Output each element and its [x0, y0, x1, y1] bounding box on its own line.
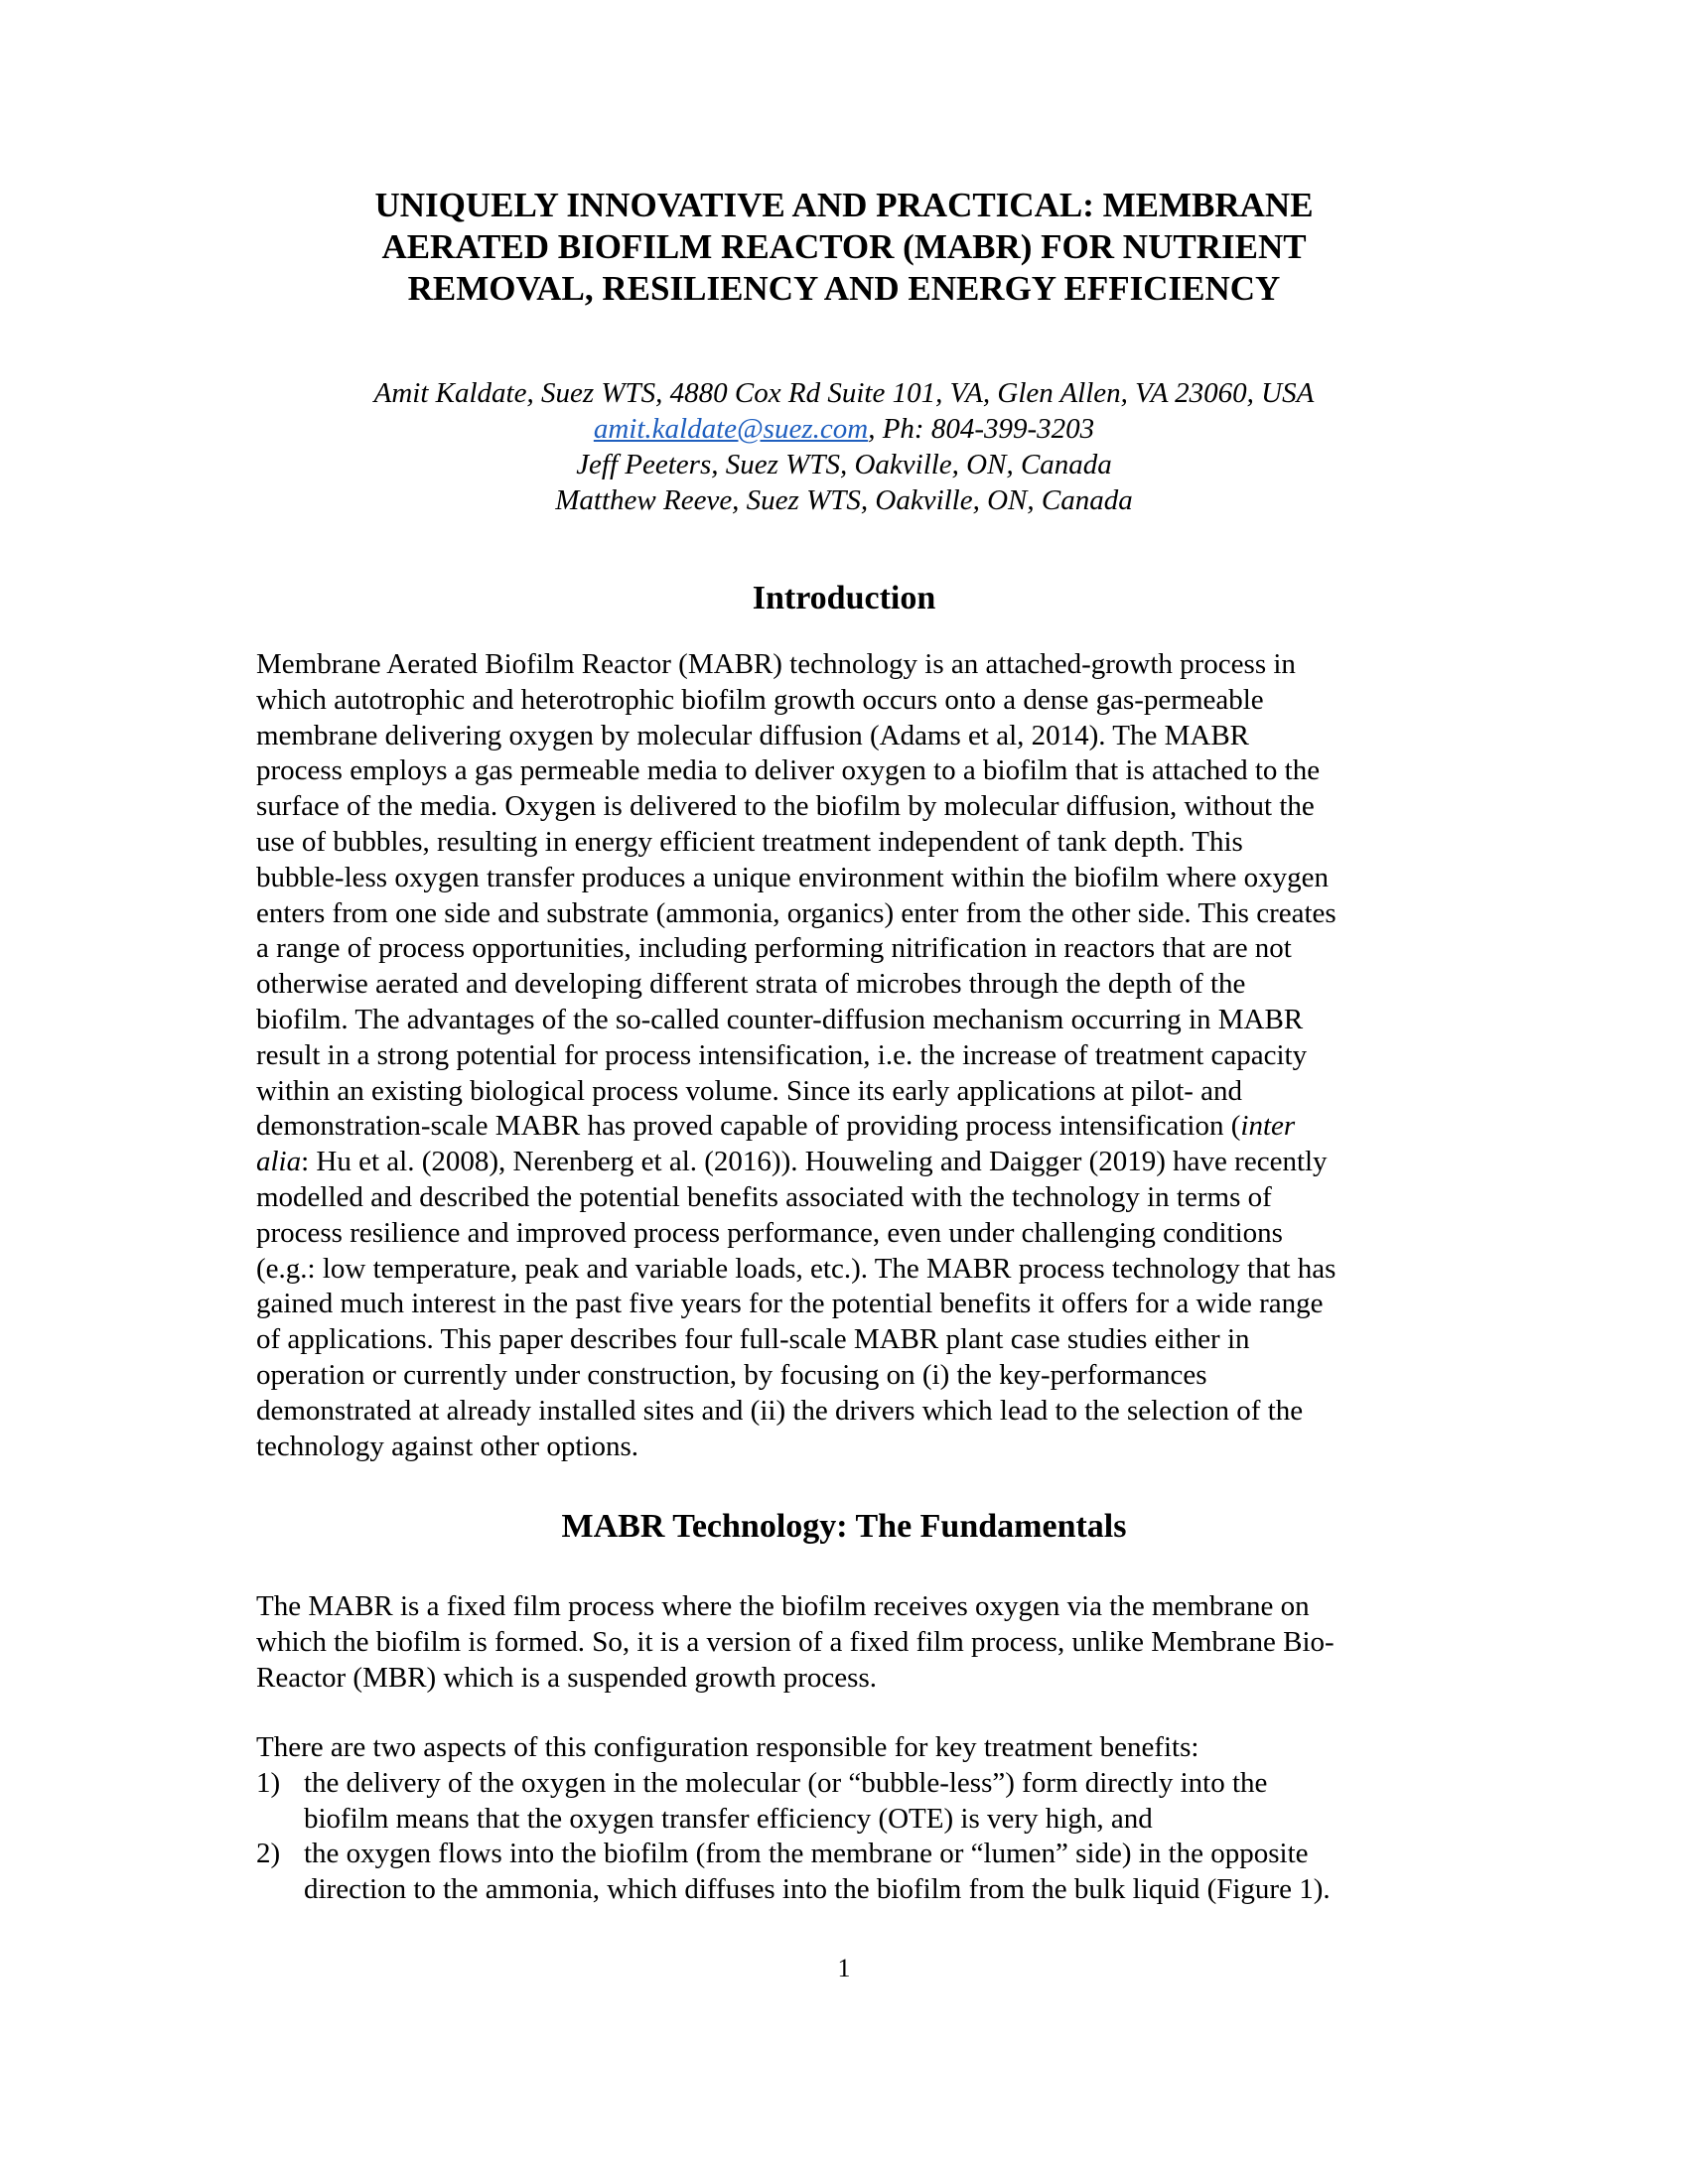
title-line: AERATED BIOFILM REACTOR (MABR) FOR NUTRIENT	[381, 227, 1307, 266]
fundamentals-paragraph-2	[256, 1730, 1428, 1908]
introduction-paragraph	[256, 647, 1428, 1464]
text-line: otherwise aerated and developing different strata of microbes through the depth of the	[256, 968, 1246, 1001]
text-line: surface of the media. Oxygen is delivered to the biofilm by molecular diffusion, without the	[256, 790, 1315, 823]
author-block	[0, 375, 1688, 518]
section-heading-fundamentals: MABR Technology: The Fundamentals	[561, 1508, 1127, 1545]
text-line: membrane delivering oxygen by molecular diffusion (Adams et al, 2014). The MABR	[256, 719, 1250, 751]
numbered-list-item	[256, 1837, 1428, 1908]
text-line: demonstrated at already installed sites and (ii) the drivers which lead to the selection of the	[256, 1394, 1304, 1427]
numbered-list-item	[256, 1766, 1428, 1838]
paper-title	[0, 185, 1688, 310]
text-segment: : Hu et al. (2008), Nerenberg et al. (2016)). Houweling and Daigger (2019) have recently	[301, 1146, 1328, 1178]
text-line: direction to the ammonia, which diffuses into the biofilm from the bulk liquid (Figure 1).	[304, 1873, 1331, 1906]
text-line: The MABR is a fixed film process where the biofilm receives oxygen via the membrane on	[256, 1590, 1310, 1622]
text-line: technology against other options.	[256, 1430, 638, 1462]
list-number: 2)	[256, 1838, 281, 1870]
text-line: a range of process opportunities, including performing nitrification in reactors that are not	[256, 932, 1292, 965]
text-line: (e.g.: low temperature, peak and variable loads, etc.). The MABR process technology that has	[256, 1252, 1336, 1285]
italic-text: alia	[256, 1146, 302, 1178]
text-line: process resilience and improved process performance, even under challenging conditions	[256, 1216, 1283, 1249]
italic-text: inter	[1240, 1110, 1296, 1143]
text-line: which autotrophic and heterotrophic biofilm growth occurs onto a dense gas-permeable	[256, 683, 1264, 716]
text-line: within an existing biological process volume. Since its early applications at pilot- and	[256, 1074, 1243, 1107]
text-line: bubble-less oxygen transfer produces a unique environment within the biofilm where oxygen	[256, 861, 1329, 893]
text-line: biofilm means that the oxygen transfer efficiency (OTE) is very high, and	[304, 1802, 1153, 1835]
text-line: the oxygen flows into the biofilm (from the membrane or “lumen” side) in the opposite	[304, 1838, 1309, 1870]
text-line	[256, 1109, 1428, 1145]
text-line: use of bubbles, resulting in energy efficient treatment independent of tank depth. This	[256, 825, 1243, 858]
page-number: 1	[837, 1954, 851, 1982]
author-contact-line	[0, 411, 1688, 447]
text-line: of applications. This paper describes four full-scale MABR plant case studies either in	[256, 1323, 1250, 1356]
text-line: Reactor (MBR) which is a suspended growth process.	[256, 1661, 877, 1694]
text-line: operation or currently under construction, by focusing on (i) the key-performances	[256, 1358, 1207, 1391]
author-line-reeve: Matthew Reeve, Suez WTS, Oakville, ON, Canada	[555, 484, 1133, 516]
text-line: the delivery of the oxygen in the molecular (or “bubble-less”) form directly into the	[304, 1766, 1268, 1799]
title-line: UNIQUELY INNOVATIVE AND PRACTICAL: MEMBRANE	[374, 186, 1314, 224]
text-line	[256, 1145, 1428, 1180]
text-line: Membrane Aerated Biofilm Reactor (MABR) technology is an attached-growth process in	[256, 648, 1296, 680]
author-line-peeters: Jeff Peeters, Suez WTS, Oakville, ON, Canada	[576, 449, 1112, 480]
text-line: process employs a gas permeable media to deliver oxygen to a biofilm that is attached to the	[256, 754, 1321, 787]
email-link[interactable]: amit.kaldate@suez.com	[593, 413, 869, 445]
text-line: gained much interest in the past five years for the potential benefits it offers for a wide range	[256, 1288, 1324, 1320]
text-line: modelled and described the potential benefits associated with the technology in terms of	[256, 1180, 1272, 1213]
text-line: result in a strong potential for process intensification, i.e. the increase of treatment capacity	[256, 1038, 1308, 1071]
text-line: There are two aspects of this configuration responsible for key treatment benefits:	[256, 1731, 1199, 1763]
section-heading-introduction: Introduction	[752, 580, 936, 616]
title-line: REMOVAL, RESILIENCY AND ENERGY EFFICIENCY	[407, 269, 1281, 308]
author-line-kaldate: Amit Kaldate, Suez WTS, 4880 Cox Rd Suite 101, VA, Glen Allen, VA 23060, USA	[373, 377, 1315, 409]
list-number: 1)	[256, 1766, 281, 1799]
fundamentals-paragraph-1	[256, 1589, 1428, 1696]
text-segment: demonstration-scale MABR has proved capable of providing process intensification (	[256, 1110, 1241, 1143]
text-line: biofilm. The advantages of the so-called counter-diffusion mechanism occurring in MABR	[256, 1003, 1304, 1035]
text-line: which the biofilm is formed. So, it is a version of a fixed film process, unlike Membrane Bio-	[256, 1625, 1335, 1658]
phone-text: , Ph: 804-399-3203	[868, 413, 1095, 445]
text-line: enters from one side and substrate (ammonia, organics) enter from the other side. This creates	[256, 896, 1336, 929]
